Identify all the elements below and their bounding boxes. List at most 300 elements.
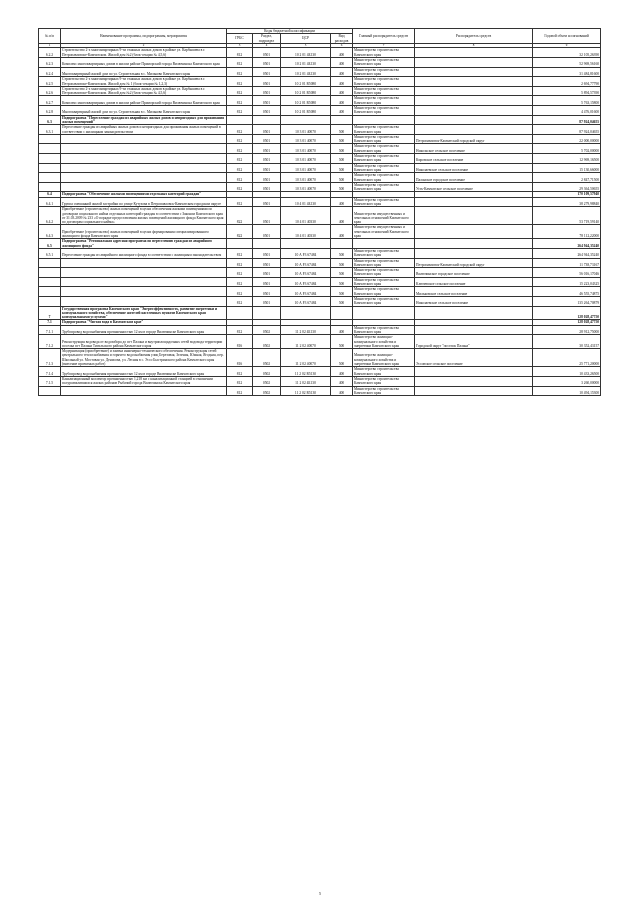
row-grbs: 812 [227, 268, 253, 278]
row-number: 6.5 [39, 239, 61, 249]
row-csr: 10 А F3 67484 [281, 287, 331, 297]
row-name: Приобретение (строительство) жилых помещений в целях обеспечения жилыми помещениями по договорам социального найма отдельных категорий граждан в соответствии с Законом Камчатского края от 31.03.2009 № 233 «О порядке предоставления жилых помещений жилищного фонда Камчатского края по договорам социального найма» [61, 207, 227, 225]
row-grbs: 816 [227, 349, 253, 367]
row-amount: 10 494,15300 [533, 386, 601, 396]
row-vr: 400 [331, 58, 353, 68]
column-index-cell: 8 [415, 43, 533, 48]
row-name: Государственная программа Камчатского края "Энергоэффективность, развитие энергетики и коммунального хозяйства, обеспечение жителей населенных пунктов Камчатского края коммунальными услугами" [61, 306, 227, 320]
row-grbs: 812 [227, 154, 253, 164]
row-amount: 56 016,17046 [533, 268, 601, 278]
row-section [253, 306, 281, 320]
row-csr: 10 2 01 R5080 [281, 86, 331, 96]
row-section: 0501 [253, 67, 281, 77]
row-section: 0501 [253, 197, 281, 207]
page-number: 5 [319, 891, 321, 896]
row-recipient: Ключевское сельское поселение [415, 277, 533, 287]
row-executor: Министерство имущественных и земельных отношений Камчатского края [353, 225, 415, 239]
row-name: Переселение граждан из аварийного жилищного фонда в соответствии с жилищным законодательством [61, 248, 227, 258]
row-amount: 264 944,35240 [533, 248, 601, 258]
row-section: 0501 [253, 58, 281, 68]
row-amount: 3 260,00000 [533, 376, 601, 386]
row-amount: 32 105,26390 [533, 48, 601, 58]
row-section: 0502 [253, 386, 281, 396]
table-row [39, 306, 601, 320]
table-row [39, 287, 601, 297]
row-executor: Министерство строительства Камчатского края [353, 134, 415, 144]
row-number: 6.3 [39, 115, 61, 125]
row-executor: Министерство жилищно-коммунального хозяйства и энергетики Камчатского края [353, 349, 415, 367]
row-section: 0502 [253, 376, 281, 386]
row-executor: Министерство строительства Камчатского края [353, 86, 415, 96]
row-csr: 11 2 02 R5130 [281, 367, 331, 377]
row-section [253, 239, 281, 249]
row-executor [353, 306, 415, 320]
row-vr: 400 [331, 386, 353, 396]
row-section: 0501 [253, 163, 281, 173]
row-vr: 400 [331, 367, 353, 377]
column-index-cell: 6 [331, 43, 353, 48]
row-vr: 400 [331, 86, 353, 96]
budget-table-page [38, 28, 600, 396]
row-grbs: 812 [227, 125, 253, 135]
row-number: 7.1 [39, 320, 61, 325]
row-vr: 500 [331, 125, 353, 135]
row-grbs: 812 [227, 182, 253, 192]
column-index-cell: 5 [281, 43, 331, 48]
table-row [39, 197, 601, 207]
row-number [39, 277, 61, 287]
row-name: Модернизация (приобретение) и замена инженерно-технического обеспечения. Реконструкция сетей центрального теплоснабжения и горячего водоснабжения улиц Березовая, Зеленая, Южная, Ягодная, пер. Школьный ул. Мостовая ул. Денисова, ул. Лесная в с. Эссо Быстринского района Камчатского края (внесение проектных работ) [61, 349, 227, 367]
table-row [39, 207, 601, 225]
row-grbs: 812 [227, 325, 253, 335]
table-row [39, 163, 601, 173]
row-grbs [227, 306, 253, 320]
row-number [39, 287, 61, 297]
row-amount: 78 112,22000 [533, 225, 601, 239]
table-row [39, 239, 601, 249]
row-name: Трубопровод водоснабжения протяженностью 12 км в городе Вилючинске Камчатского края [61, 325, 227, 335]
row-name [61, 163, 227, 173]
row-csr: 10 3 01 40070 [281, 134, 331, 144]
row-recipient [415, 125, 533, 135]
row-amount: 29 364,50655 [533, 182, 601, 192]
row-grbs [227, 239, 253, 249]
row-vr: 400 [331, 225, 353, 239]
row-executor: Министерство строительства Камчатского края [353, 277, 415, 287]
row-csr: 10 А F3 67484 [281, 277, 331, 287]
row-vr: 400 [331, 207, 353, 225]
row-number: 6.2.2 [39, 48, 61, 58]
row-csr: 10 2 01 R5080 [281, 106, 331, 116]
row-recipient: Николаевское сельское поселение [415, 163, 533, 173]
header-codes-group: Коды бюджетной классификации [227, 29, 353, 34]
row-csr: 10 2 01 4Б130 [281, 58, 331, 68]
row-executor: Министерство строительства Камчатского края [353, 67, 415, 77]
row-vr: 500 [331, 173, 353, 183]
row-section: 0501 [253, 106, 281, 116]
row-vr: 500 [331, 154, 353, 164]
row-name [61, 173, 227, 183]
row-recipient: Городской округ "поселок Палана" [415, 335, 533, 349]
row-csr [281, 115, 331, 125]
row-recipient [415, 197, 533, 207]
row-vr: 500 [331, 277, 353, 287]
row-amount: 15 223,04325 [533, 277, 601, 287]
row-grbs: 812 [227, 296, 253, 306]
row-csr: 10 2 01 4Б130 [281, 67, 331, 77]
row-section: 0501 [253, 96, 281, 106]
row-executor: Министерство строительства Камчатского края [353, 173, 415, 183]
row-number [39, 173, 61, 183]
row-name: Строительство 2-х многоквартирных 9-ти этажных жилых домов в районе ул. Карбышева в г. Петропавловске-Камчатском. Жилой дом №2 (блок-секции № 4,5,6) [61, 86, 227, 96]
row-csr: 10 2 01 4Б130 [281, 48, 331, 58]
row-csr: 11 2 02 R5130 [281, 386, 331, 396]
row-vr: 500 [331, 349, 353, 367]
row-name [61, 154, 227, 164]
row-executor: Министерство строительства Камчатского края [353, 96, 415, 106]
row-number: 6.2.5 [39, 77, 61, 87]
row-amount: 53 719,59140 [533, 207, 601, 225]
row-name: Многоквартирный жилой дом по ул. Строительная в с. Мильково Камчатского края [61, 106, 227, 116]
row-recipient: Кировское сельское поселение [415, 154, 533, 164]
header-num: № п/п [39, 29, 61, 44]
row-recipient [415, 77, 533, 87]
row-recipient [415, 386, 533, 396]
row-number: 7 [39, 306, 61, 320]
row-amount: 52 969,56160 [533, 58, 601, 68]
row-name: Переселение граждан из аварийных жилых домов и непригодных для проживания жилых помещений в соответствии с жилищным законодательством [61, 125, 227, 135]
row-grbs: 812 [227, 163, 253, 173]
row-section: 0501 [253, 154, 281, 164]
row-amount: 135 264,70879 [533, 296, 601, 306]
row-csr: 10 3 01 40070 [281, 163, 331, 173]
table-row [39, 48, 601, 58]
row-recipient [415, 367, 533, 377]
row-csr: 10 4 01 40330 [281, 225, 331, 239]
row-vr: 500 [331, 248, 353, 258]
table-row [39, 325, 601, 335]
row-csr: 11 2 02 40070 [281, 335, 331, 349]
table-row [39, 96, 601, 106]
row-recipient [415, 376, 533, 386]
row-number: 7.1.2 [39, 335, 61, 349]
row-amount: 5 702,00000 [533, 144, 601, 154]
row-number: 6.2.4 [39, 67, 61, 77]
row-amount: 128 028,47750 [533, 320, 601, 325]
row-executor: Министерство строительства Камчатского края [353, 106, 415, 116]
row-csr: 10 А F3 67484 [281, 296, 331, 306]
row-section: 0501 [253, 207, 281, 225]
row-vr: 500 [331, 287, 353, 297]
row-grbs: 812 [227, 106, 253, 116]
row-recipient [415, 48, 533, 58]
row-section: 0501 [253, 134, 281, 144]
row-number: 7.1.1 [39, 325, 61, 335]
row-grbs: 822 [227, 225, 253, 239]
row-amount: 170 109,57940 [533, 192, 601, 197]
row-csr: 10 3 01 40070 [281, 182, 331, 192]
row-amount: 5 763,15800 [533, 96, 601, 106]
table-row [39, 106, 601, 116]
row-section: 0501 [253, 173, 281, 183]
row-recipient [415, 86, 533, 96]
row-recipient [415, 58, 533, 68]
row-amount: 2 847,71500 [533, 173, 601, 183]
row-recipient: Усть-Камчатское сельское поселение [415, 182, 533, 192]
row-number [39, 182, 61, 192]
column-index-cell: 3 [227, 43, 253, 48]
row-grbs: 812 [227, 248, 253, 258]
column-index-cell: 2 [61, 43, 227, 48]
row-vr: 500 [331, 182, 353, 192]
row-section: 0501 [253, 182, 281, 192]
row-csr: 11 2 02 4Б130 [281, 376, 331, 386]
row-name: Строительство 2-х многоквартирных 9-ти этажных жилых домов в районе ул. Карбышева в г. Петропавловске-Камчатском. Жилой дом №2 (блок-секции № 4,5,6) [61, 48, 227, 58]
row-executor: Министерство строительства Камчатского края [353, 125, 415, 135]
table-row [39, 258, 601, 268]
row-number [39, 296, 61, 306]
table-row [39, 182, 601, 192]
row-vr: 400 [331, 325, 353, 335]
row-section: 0502 [253, 325, 281, 335]
table-row [39, 125, 601, 135]
row-section: 0501 [253, 268, 281, 278]
row-number [39, 258, 61, 268]
row-amount: 22 000,00000 [533, 134, 601, 144]
table-row [39, 386, 601, 396]
row-section: 0501 [253, 86, 281, 96]
row-section: 0501 [253, 77, 281, 87]
row-amount: 30 352,43157 [533, 335, 601, 349]
row-name [61, 144, 227, 154]
budget-allocation-table [38, 28, 601, 396]
row-csr: 10 4 01 40330 [281, 207, 331, 225]
row-number [39, 163, 61, 173]
row-recipient: Петропавловск-Камчатский городской округ [415, 258, 533, 268]
row-grbs: 812 [227, 96, 253, 106]
row-amount: 10 433,26500 [533, 367, 601, 377]
table-row [39, 154, 601, 164]
row-name: Подпрограмма "Чистая вода в Камчатском крае" [61, 320, 227, 325]
row-amount: 38 279,98840 [533, 197, 601, 207]
row-grbs: 812 [227, 77, 253, 87]
row-grbs: 812 [227, 367, 253, 377]
table-row [39, 134, 601, 144]
table-row [39, 67, 601, 77]
row-recipient: Паланское городское поселение [415, 173, 533, 183]
row-csr: 11 2 02 4Б130 [281, 325, 331, 335]
row-grbs: 812 [227, 376, 253, 386]
row-recipient [415, 325, 533, 335]
row-name: Комплекс многоквартирных домов в жилом районе Приморский города Вилючинска Камчатского края [61, 96, 227, 106]
row-recipient [415, 239, 533, 249]
row-csr [281, 306, 331, 320]
row-vr: 500 [331, 144, 353, 154]
row-section: 0501 [253, 125, 281, 135]
row-number: 7.1.4 [39, 367, 61, 377]
row-vr: 500 [331, 296, 353, 306]
row-csr: 11 2 02 40070 [281, 349, 331, 367]
row-csr [281, 239, 331, 249]
row-name [61, 287, 227, 297]
row-vr: 500 [331, 335, 353, 349]
row-grbs: 812 [227, 197, 253, 207]
row-recipient [415, 115, 533, 125]
row-grbs: 812 [227, 386, 253, 396]
row-executor: Министерство строительства Камчатского края [353, 325, 415, 335]
row-number [39, 144, 61, 154]
row-executor: Министерство строительства Камчатского края [353, 48, 415, 58]
row-grbs: 822 [227, 207, 253, 225]
row-section: 0501 [253, 248, 281, 258]
row-amount: 15 130,66000 [533, 163, 601, 173]
table-row [39, 225, 601, 239]
header-section: Раздел, подраздел [253, 34, 281, 44]
row-vr: 400 [331, 197, 353, 207]
row-number [39, 268, 61, 278]
row-grbs: 812 [227, 277, 253, 287]
header-name: Наименование программы, подпрограммы, мероприятия [61, 29, 227, 44]
row-number: 6.2.6 [39, 86, 61, 96]
row-grbs [227, 115, 253, 125]
row-vr: 400 [331, 376, 353, 386]
row-number: 6.4 [39, 192, 61, 197]
row-executor: Министерство строительства Камчатского края [353, 77, 415, 87]
row-name [61, 268, 227, 278]
row-name: Строительство 2-х многоквартирных 9-ти этажных жилых домов в районе ул. Карбышева в г. Петропавловске-Камчатском. Жилой дом № 1 (блок-секции № 1,2,3) [61, 77, 227, 87]
row-number: 6.4.2 [39, 207, 61, 225]
table-row [39, 335, 601, 349]
row-amount: 87 924,04655 [533, 125, 601, 135]
row-grbs: 812 [227, 67, 253, 77]
row-section: 0501 [253, 287, 281, 297]
table-row [39, 115, 601, 125]
row-amount: 5 894,57390 [533, 86, 601, 96]
row-grbs: 812 [227, 58, 253, 68]
row-csr: 10 4 01 4Б130 [281, 197, 331, 207]
row-executor: Министерство строительства Камчатского края [353, 258, 415, 268]
row-name [61, 386, 227, 396]
row-csr: 10 А F3 67484 [281, 268, 331, 278]
row-executor: Министерство строительства Камчатского края [353, 367, 415, 377]
row-section: 0501 [253, 296, 281, 306]
row-amount: 11 738,73167 [533, 258, 601, 268]
table-body [39, 48, 601, 396]
row-grbs: 812 [227, 134, 253, 144]
column-index-cell: 7 [353, 43, 415, 48]
row-grbs: 812 [227, 258, 253, 268]
row-grbs: 812 [227, 173, 253, 183]
table-row [39, 367, 601, 377]
row-name: Канализационный коллектор протяженностью 1,218 км с канализационной станцией в отношении полуразвалившихся жилых районов Рыбачий города Вилючинска Камчатского края [61, 376, 227, 386]
table-row [39, 173, 601, 183]
row-number: 7.1.3 [39, 349, 61, 367]
row-amount: 264 944,35240 [533, 239, 601, 249]
row-amount: 12 969,16500 [533, 154, 601, 164]
row-csr: 10 2 01 R5080 [281, 77, 331, 87]
row-grbs: 812 [227, 86, 253, 96]
row-vr [331, 239, 353, 249]
row-vr: 400 [331, 48, 353, 58]
row-executor: Министерство строительства Камчатского края [353, 58, 415, 68]
table-row [39, 268, 601, 278]
row-name: Комплекс многоквартирных домов в жилом районе Приморский города Вилючинска Камчатского края [61, 58, 227, 68]
row-name: Группа смешанной жилой застройки по улице Кутузова в Петропавловск-Камчатском городском округе [61, 197, 227, 207]
row-executor: Министерство строительства Камчатского края [353, 182, 415, 192]
row-executor: Министерство строительства Камчатского края [353, 376, 415, 386]
row-number: 6.3.1 [39, 125, 61, 135]
row-section: 0501 [253, 258, 281, 268]
row-executor: Министерство строительства Камчатского края [353, 163, 415, 173]
row-name: Приобретение (строительство) жилых помещений в целях формирования специализированного жилищного фонда Камчатского края [61, 225, 227, 239]
row-grbs: 816 [227, 335, 253, 349]
header-vr: Вид расходов [331, 34, 353, 44]
row-csr: 10 3 01 40070 [281, 173, 331, 183]
row-amount: 31 484,81600 [533, 67, 601, 77]
table-row [39, 86, 601, 96]
row-amount: 46 555,74875 [533, 287, 601, 297]
row-section: 0501 [253, 48, 281, 58]
row-csr: 10 3 01 40070 [281, 125, 331, 135]
table-row [39, 58, 601, 68]
row-number: 6.4.1 [39, 197, 61, 207]
row-recipient: Никольское сельское поселение [415, 144, 533, 154]
row-name [61, 277, 227, 287]
row-vr: 500 [331, 134, 353, 144]
row-executor [353, 115, 415, 125]
row-vr: 500 [331, 163, 353, 173]
row-name [61, 134, 227, 144]
row-vr [331, 115, 353, 125]
row-csr: 10 3 01 40070 [281, 144, 331, 154]
row-number: 6.2.3 [39, 58, 61, 68]
row-amount: 128 028,47750 [533, 306, 601, 320]
table-row [39, 296, 601, 306]
row-vr: 400 [331, 96, 353, 106]
row-name: Подпрограмма "Региональная адресная программа по переселению граждан из аварийного жилищного фонда" [61, 239, 227, 249]
header-recipient: Распорядитель средств [415, 29, 533, 44]
row-amount: 2 694,77790 [533, 77, 601, 87]
row-section: 0502 [253, 367, 281, 377]
row-vr [331, 306, 353, 320]
row-section [253, 115, 281, 125]
row-csr: 10 2 01 R5080 [281, 96, 331, 106]
row-name: Подпрограмма "Переселение граждан из аварийных жилых домов и непригодных для проживания жилых помещений" [61, 115, 227, 125]
row-csr: 10 А F3 67484 [281, 258, 331, 268]
row-recipient: Эссовское сельское поселение [415, 349, 533, 367]
row-amount: 4 476,01600 [533, 106, 601, 116]
table-row [39, 144, 601, 154]
row-grbs: 812 [227, 48, 253, 58]
row-amount: 87 924,04655 [533, 115, 601, 125]
row-number [39, 386, 61, 396]
row-executor: Министерство строительства Камчатского края [353, 248, 415, 258]
row-grbs: 812 [227, 144, 253, 154]
row-executor: Министерство строительства Камчатского края [353, 268, 415, 278]
row-section: 0501 [253, 277, 281, 287]
row-amount: 25 771,20000 [533, 349, 601, 367]
row-recipient: Николаевское сельское поселение [415, 296, 533, 306]
column-index-cell: 1 [39, 43, 61, 48]
column-index-cell: 4 [253, 43, 281, 48]
row-executor: Министерство строительства Камчатского края [353, 197, 415, 207]
table-row [39, 277, 601, 287]
row-recipient [415, 67, 533, 77]
row-executor: Министерство строительства Камчатского края [353, 386, 415, 396]
row-grbs: 812 [227, 287, 253, 297]
row-section: 0501 [253, 225, 281, 239]
row-recipient: Вилючинское городское поселение [415, 268, 533, 278]
